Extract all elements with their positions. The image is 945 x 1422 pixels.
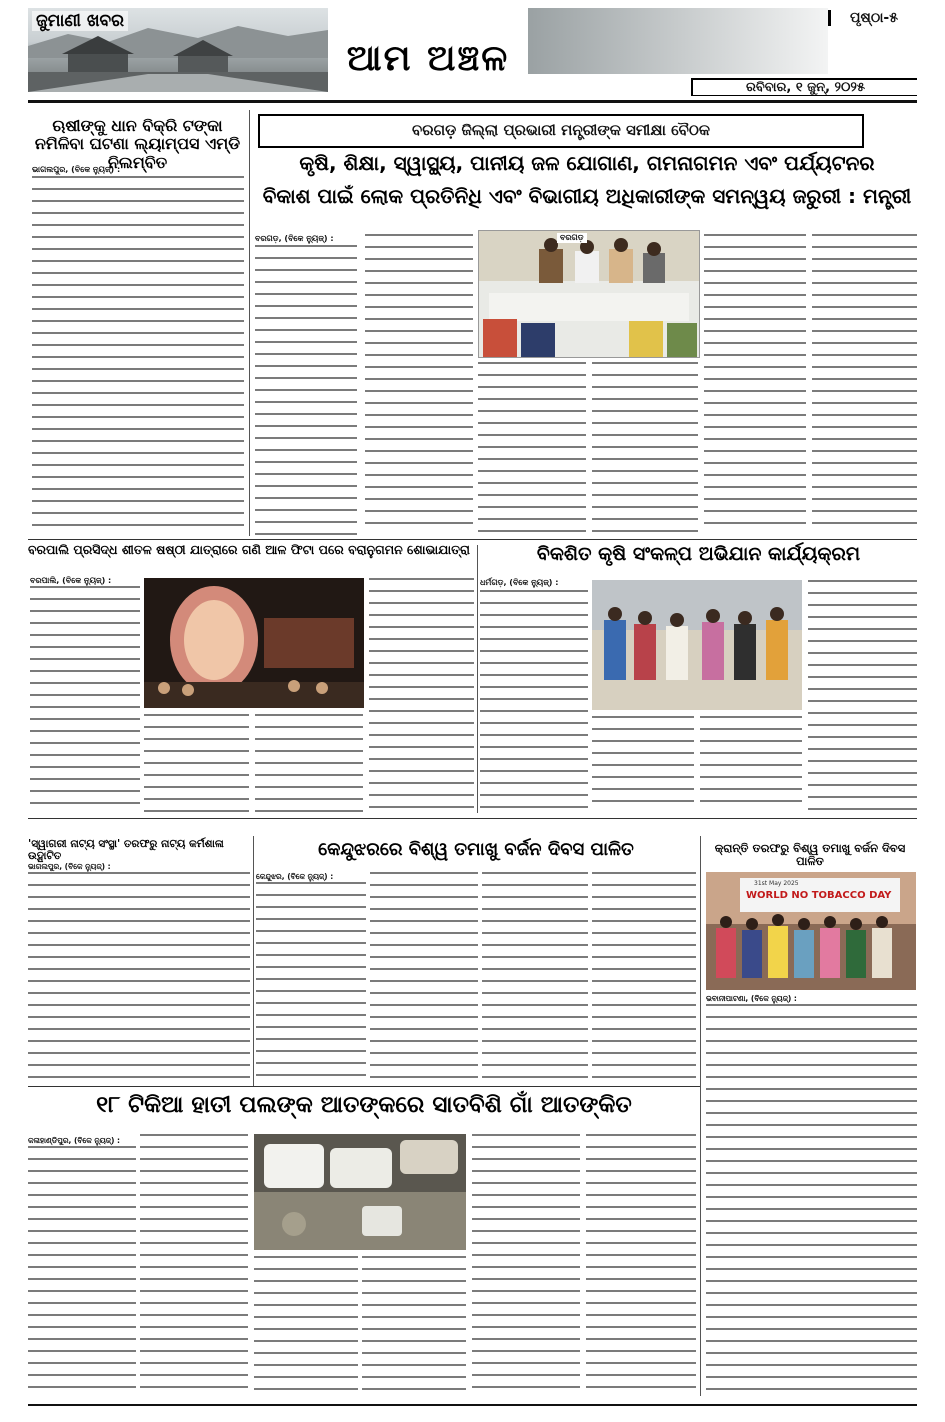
a3-headline: ବରପାଲି ପ୍ରସିଦ୍ଧ ଶୀତଳ ଷଷ୍ଠୀ ଯାତ୍ରାରେ ଗଣି ଆଳ ଫିଟା ପରେ ବରାନୁଗମନ ଶୋଭାଯାତ୍ରା [28,542,470,557]
a5-headline: 'ସ୍ୱାଗରୀ ନାଟ୍ୟ ସଂସ୍ଥା' ତରଫରୁ ନାଟ୍ୟ କର୍ମଶାଳା ଉଦ୍ଘାଟିତ [28,838,224,863]
a4-event-photo [592,580,802,710]
a2-body-col2 [365,234,473,534]
a2-body-col1 [255,245,357,535]
a1-body [32,176,244,532]
section-title: ଆମ ଅଞ୍ଚଳ [346,38,510,79]
a3-body-col2 [144,714,249,812]
a6-body-col3 [482,872,588,1080]
a6-dateline: କେନ୍ଦୁଝର, (ବିକେ ନ୍ୟୁଜ୍) : [256,872,334,881]
a2-body-col3 [478,362,586,534]
a8-damage-photo [254,1134,466,1250]
a8-headline: ୧୮ ଟିକିଆ ହାତୀ ପଲଙ୍କ ଆତଙ୍କରେ ସାତବିଶି ଗାଁ ଆତଙ୍କିତ [96,1092,632,1118]
a4-body-col1 [480,590,588,812]
section-rule-2 [28,818,917,819]
column-rule-4 [700,836,701,1396]
a3-body-col3 [255,714,363,812]
a4-dateline: ଧର୍ମଗଡ଼, (ବିକେ ନ୍ୟୁଜ୍) : [480,578,559,587]
a1-dateline: ଭାଗଲପୁର, (ବିକେ ନ୍ୟୁଜ୍) : [32,165,121,174]
section-rule-1 [28,539,917,540]
a1-headline: ଋଷୀଙ୍କୁ ଧାନ ବିକ୍ରି ଟଙ୍କା ନମିଳିବା ଘଟଣା ଲ୍ୟାମ୍ପସ ଏମ୍ଡି ନିଲମ୍ବିତ [34,116,241,172]
a8-body-col4 [362,1256,466,1394]
column-rule-3 [253,836,254,1086]
a5-dateline: ଭାଗଲପୁର, (ବିକେ ନ୍ୟୁଜ୍) : [28,862,111,871]
a3-body-col1 [30,586,140,812]
a8-body-col3 [254,1256,358,1394]
a3-dateline: ବରପାଲି, (ବିକେ ନ୍ୟୁଜ୍) : [30,576,112,585]
a8-body-col5 [472,1134,580,1394]
a4-body-col2 [592,716,694,812]
a2-photo-label: ବରଗଡ଼ [557,233,587,243]
a5-body [28,872,250,1082]
a4-headline: ବିକଶିତ କୃଷି ସଂକଳ୍ପ ଅଭିଯାନ କାର୍ଯ୍ୟକ୍ରମ [536,543,861,565]
a4-body-col4 [808,580,917,812]
a8-dateline: କଳାହାଣ୍ଡିପୁର, (ବିକେ ନ୍ୟୁଜ୍) : [28,1136,121,1145]
a6-headline: କେନ୍ଦୁଝରରେ ବିଶ୍ୱ ତମାଖୁ ବର୍ଜନ ଦିବସ ପାଳିତ [318,839,634,860]
a7-body [706,1004,917,1394]
a6-body-col4 [592,872,696,1080]
a2-meeting-photo [478,230,700,358]
a7-dateline: ଭବାନୀପାଟଣା, (ବିକେ ନ୍ୟୁଜ୍) : [706,994,797,1003]
a6-body-col2 [370,872,478,1080]
issue-date: ରବିବାର, ୧ ଜୁନ୍, ୨୦୨୫ [691,78,917,96]
a7-headline: କ୍ରାନ୍ତି ତରଫରୁ ବିଶ୍ୱ ତମାଖୁ ବର୍ଜନ ଦିବସ ପାଳିତ [714,841,906,869]
a2-kicker-box [258,114,864,148]
masthead-sky [528,8,828,74]
column-rule [249,110,250,536]
a2-dateline: ବରଗଡ଼, (ବିକେ ନ୍ୟୁଜ୍) : [255,234,334,243]
a7-group-photo [706,872,916,990]
page-bottom-rule [28,1404,917,1406]
a2-body-col6 [812,234,917,534]
a2-headline-line1: କୃଷି, ଶିକ୍ଷା, ସ୍ୱାସ୍ଥ୍ୟ, ପାନୀୟ ଜଳ ଯୋଗାଣ, ଗମନାଗମନ ଏବଂ ପର୍ଯ୍ୟଟନର [299,151,875,175]
a3-yatra-photo [144,578,364,708]
a2-body-col5 [704,234,806,534]
a8-body-col1 [28,1146,136,1394]
a2-body-col4 [592,362,698,534]
section-rule-3 [28,1086,700,1087]
a3-body-col4 [369,578,474,812]
masthead [28,8,917,96]
a8-body-col6 [586,1134,696,1394]
paper-name: ଜୁମାଣୀ ଖବର [32,11,128,31]
a2-kicker: ବରଗଡ଼ ଜିଲ୍ଲା ପ୍ରଭାରୀ ମନ୍ତ୍ରୀଙ୍କ ସମୀକ୍ଷା ବୈଠକ [412,121,710,139]
a4-body-col3 [700,716,802,812]
a7-banner-date: 31st May 2025 [754,880,799,887]
a6-body-col1 [256,882,366,1080]
a2-headline-line2: ବିକାଶ ପାଇଁ ଲୋକ ପ୍ରତିନିଧି ଏବଂ ବିଭାଗୀୟ ଅଧିକାରୀଙ୍କ ସମନ୍ୱୟ ଜରୁରୀ : ମନ୍ତ୍ରୀ [262,184,912,208]
column-rule-2 [477,545,478,813]
page-number: ପୃଷ୍ଠା-୫ [828,10,917,26]
a7-banner-text: WORLD NO TOBACCO DAY [746,890,892,901]
masthead-rule [28,100,917,103]
a8-body-col2 [140,1134,248,1394]
